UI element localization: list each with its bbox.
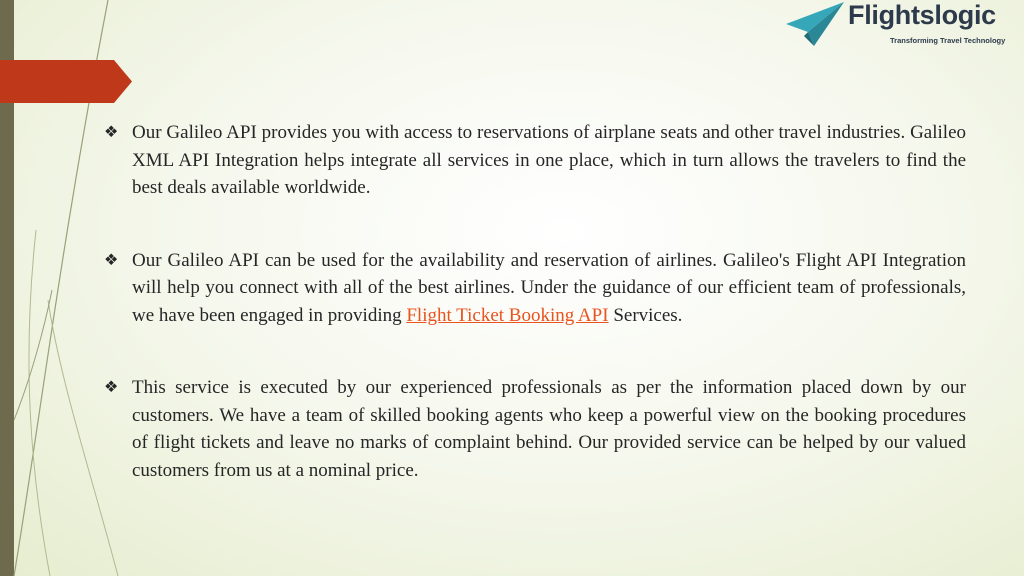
brand-name: Flightslogic — [848, 0, 996, 30]
bullet-text: Our Galileo API can be used for the availability and reservation of airlines. Galileo's Flight API Integration will help you connect with all of the best airlines. Under the guidance of our efficient team of professionals, we have been engaged in providing — [132, 249, 966, 326]
bullet-item — [104, 119, 966, 202]
bullet-text: Our Galileo API provides you with access to reservations of airplane seats and other travel industries. Galileo XML API Integration helps integrate all services in one place, which in turn allows the travelers to find the best deals available worldwide. — [132, 122, 966, 198]
bullet-text-tail: Services. — [608, 304, 683, 326]
bullet-list — [104, 119, 966, 529]
bullet-item — [104, 374, 966, 484]
flight-ticket-booking-api-link[interactable]: Flight Ticket Booking API — [406, 304, 609, 326]
brand-logo — [786, 0, 1016, 50]
four-diamond-bullet-icon: ❖ — [104, 379, 119, 396]
four-diamond-bullet-icon: ❖ — [104, 251, 119, 269]
four-diamond-bullet-icon: ❖ — [104, 124, 119, 141]
bullet-text: This service is executed by our experienced professionals as per the information placed down by our customers. We have a team of skilled booking agents who keep a powerful view on the booking procedures of flight tickets and leave no marks of complaint behind. Our provided service can be helped by our valued customers from us at a nominal price. — [132, 377, 966, 481]
red-banner-arrow — [0, 60, 132, 103]
paper-plane-icon — [786, 2, 844, 46]
brand-tagline: Transforming Travel Technology — [890, 36, 1006, 45]
bullet-item — [104, 247, 966, 330]
